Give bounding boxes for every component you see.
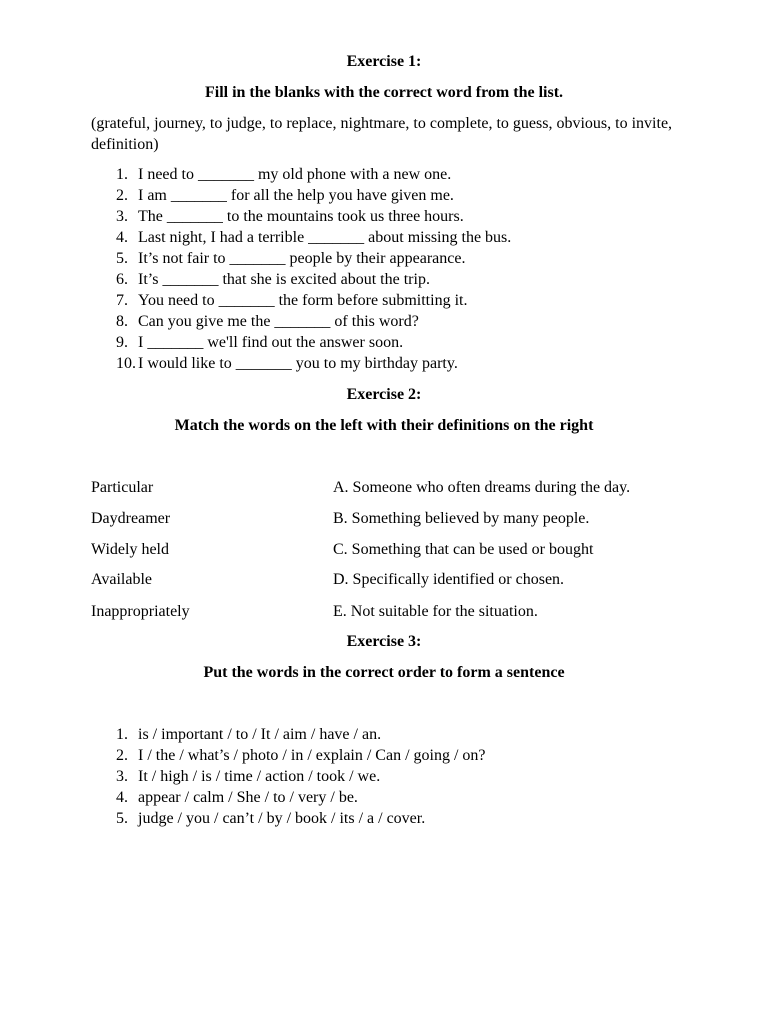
match-definition: C. Something that can be used or bought [333, 541, 594, 558]
match-definition: A. Someone who often dreams during the day. [333, 479, 631, 496]
exercise2-instruction: Match the words on the left with their definitions on the right [174, 417, 594, 434]
exercise3-instruction: Put the words in the correct order to form a sentence [203, 664, 565, 681]
match-word: Daydreamer [91, 510, 171, 527]
match-definition: D. Specifically identified or chosen. [333, 571, 565, 588]
exercise3-title: Exercise 3: [346, 633, 422, 650]
match-word: Particular [91, 479, 154, 496]
exercise1-instruction: Fill in the blanks with the correct word from the list. [204, 84, 564, 101]
match-definition: E. Not suitable for the situation. [333, 603, 538, 620]
match-row [0, 569, 768, 591]
exercise1-title: Exercise 1: [346, 53, 422, 70]
match-row [0, 477, 768, 499]
match-definition: B. Something believed by many people. [333, 510, 590, 527]
match-row [0, 601, 768, 623]
match-word: Available [91, 571, 153, 588]
worksheet-page: Exercise 1: Fill in the blanks with the correct word from the list. (grateful, journey, to judge, to replace, nightmare, to complete, to guess, obvious, to invite, definition) 1. I need to _______ my old phone with a new one. 2. I am _______ for all the help you have given me. 3. The _______ to the mountains took us three hours. 4. Last night, I had a terrible _______ about missing the bus. 5. It’s not fair to _______ people by their appearance. 6. It’s _______ that she is excited about the trip. 7. You need to _______ the form before submitting it. 8. Can you give me the _______ of this word? 9. I _______ we'll find out the answer soon. 10. I would like to _______ you to my birthday party. Exercise 2: Match the words on the left with their definitions on the right Particular A. Someone who often dreams during the day. Daydreamer B. Something believed by many people. Widely held C. Something that can be used or bought Available D. Specifically identified or chosen. Inappropriately E. Not suitable for the situation. Exercise 3: Put the words in the correct order to form a sentence 1. is / important / to / It / aim / have / an. 2. I / the / what’s / photo / in / explain / Can / going / on? 3. It / high / is / time / action / took / we. 4. appear / calm / She / to / very / be. 5. judge / you / can’t / by / book / its / a / cover. [0, 0, 768, 1024]
exercise2-title: Exercise 2: [346, 386, 422, 403]
match-word: Widely held [91, 541, 169, 558]
match-row [0, 539, 768, 561]
exercise1-word-list: (grateful, journey, to judge, to replace, nightmare, to complete, to guess, obvious, to invite, definition) [91, 115, 673, 153]
match-row [0, 508, 768, 530]
match-word: Inappropriately [91, 603, 190, 620]
